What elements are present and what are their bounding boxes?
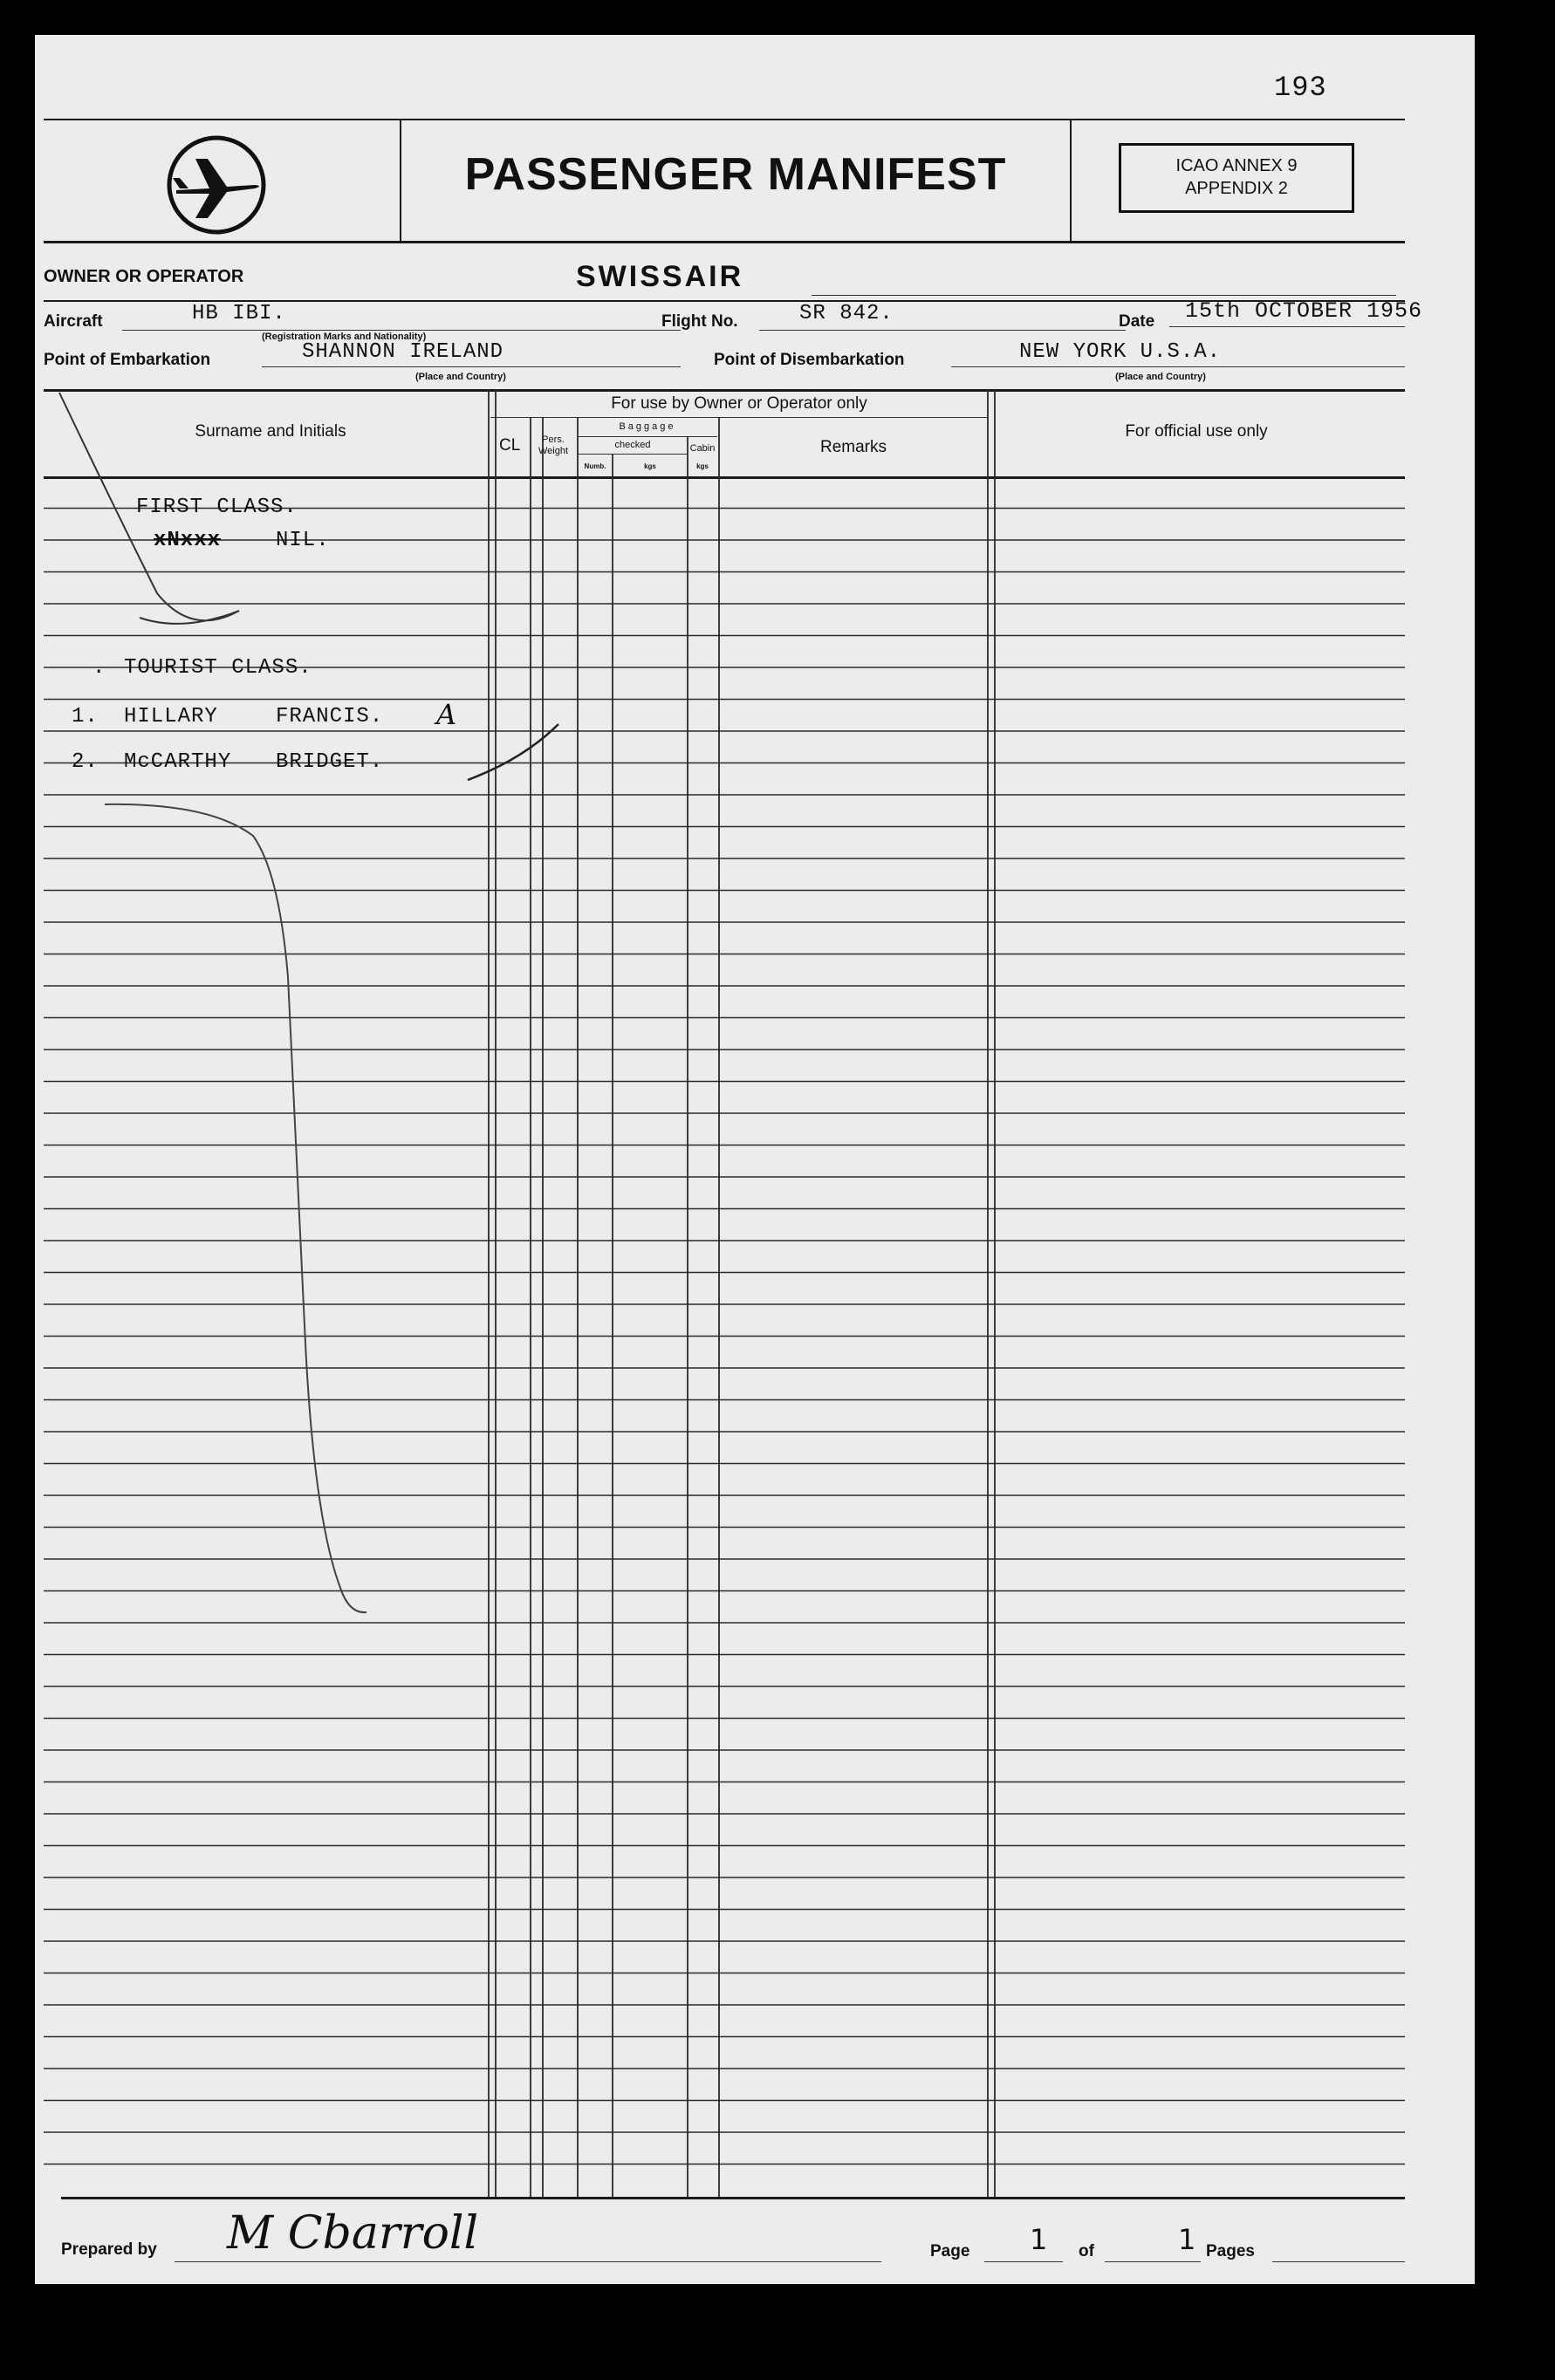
manifest-sheet (35, 35, 1475, 2284)
page-value: 1 (1030, 2223, 1048, 2256)
pages-underline (1105, 2261, 1201, 2262)
page-label: Page (930, 2242, 970, 2260)
date-value: 15th OCTOBER 1956 (1185, 298, 1423, 324)
col-kgs-cabin: kgs (696, 462, 709, 470)
col-cabin: Cabin (689, 443, 716, 454)
date-label: Date (1119, 312, 1155, 331)
passenger-1-given: FRANCIS. (276, 705, 384, 728)
flight-value: SR 842. (799, 302, 894, 325)
disembarkation-value: NEW YORK U.S.A. (1019, 340, 1222, 364)
col-kgs: kgs (644, 462, 656, 470)
passenger-1-number: 1. (72, 705, 99, 728)
owner-label: OWNER OR OPERATOR (44, 267, 244, 286)
first-class-nil: NIL. (276, 529, 330, 552)
flight-label: Flight No. (661, 312, 738, 331)
tourist-dot: . (92, 656, 106, 680)
col-checked: checked (614, 440, 651, 450)
first-class-heading: FIRST CLASS. (136, 496, 298, 519)
passenger-2-surname: McCARTHY (124, 750, 232, 774)
col-cl: CL (499, 436, 521, 455)
footer-top-rule (61, 2197, 1405, 2199)
page-underline (984, 2261, 1063, 2262)
tourist-class-heading: TOURIST CLASS. (124, 656, 312, 680)
col-remarks: Remarks (819, 438, 887, 456)
passenger-2-given: BRIDGET. (276, 750, 384, 774)
col-surname: Surname and Initials (195, 422, 346, 441)
passenger-1-surname: HILLARY (124, 705, 218, 728)
pages-value: 1 (1178, 2223, 1196, 2256)
icao-line-2: APPENDIX 2 (1185, 179, 1288, 198)
pencil-strokes (35, 35, 1475, 2284)
col-numb: Numb. (584, 462, 606, 470)
passenger-2-number: 2. (72, 750, 99, 774)
aircraft-note: (Registration Marks and Nationality) (262, 332, 427, 342)
embarkation-value: SHANNON IRELAND (302, 340, 504, 364)
page-title: PASSENGER MANIFEST (464, 149, 1007, 200)
page-number: 193 (1274, 72, 1327, 104)
prepared-label: Prepared by (61, 2240, 157, 2259)
col-owner-group: For use by Owner or Operator only (611, 394, 867, 413)
col-weight-line-2: Weight (538, 446, 569, 456)
col-weight-line-1: Pers. (542, 434, 565, 445)
embarkation-label: Point of Embarkation (44, 351, 211, 369)
icao-line-1: ICAO ANNEX 9 (1175, 156, 1298, 175)
struck-word: xNxxx (154, 529, 222, 552)
col-baggage: Baggage (619, 421, 676, 432)
passenger-1-mark: A (436, 698, 457, 731)
embarkation-note: (Place and Country) (415, 372, 506, 382)
pages-label: Pages (1206, 2242, 1255, 2260)
of-label: of (1079, 2242, 1094, 2260)
col-official: For official use only (1125, 422, 1268, 441)
aircraft-value: HB IBI. (192, 302, 286, 325)
disembarkation-note: (Place and Country) (1115, 372, 1206, 382)
aircraft-label: Aircraft (44, 312, 103, 331)
disembarkation-label: Point of Disembarkation (714, 351, 905, 369)
signature: M Cbarroll (227, 2207, 479, 2260)
owner-value: SWISSAIR (576, 260, 744, 293)
prepared-underline (175, 2261, 881, 2262)
pages-end-underline (1272, 2261, 1405, 2262)
